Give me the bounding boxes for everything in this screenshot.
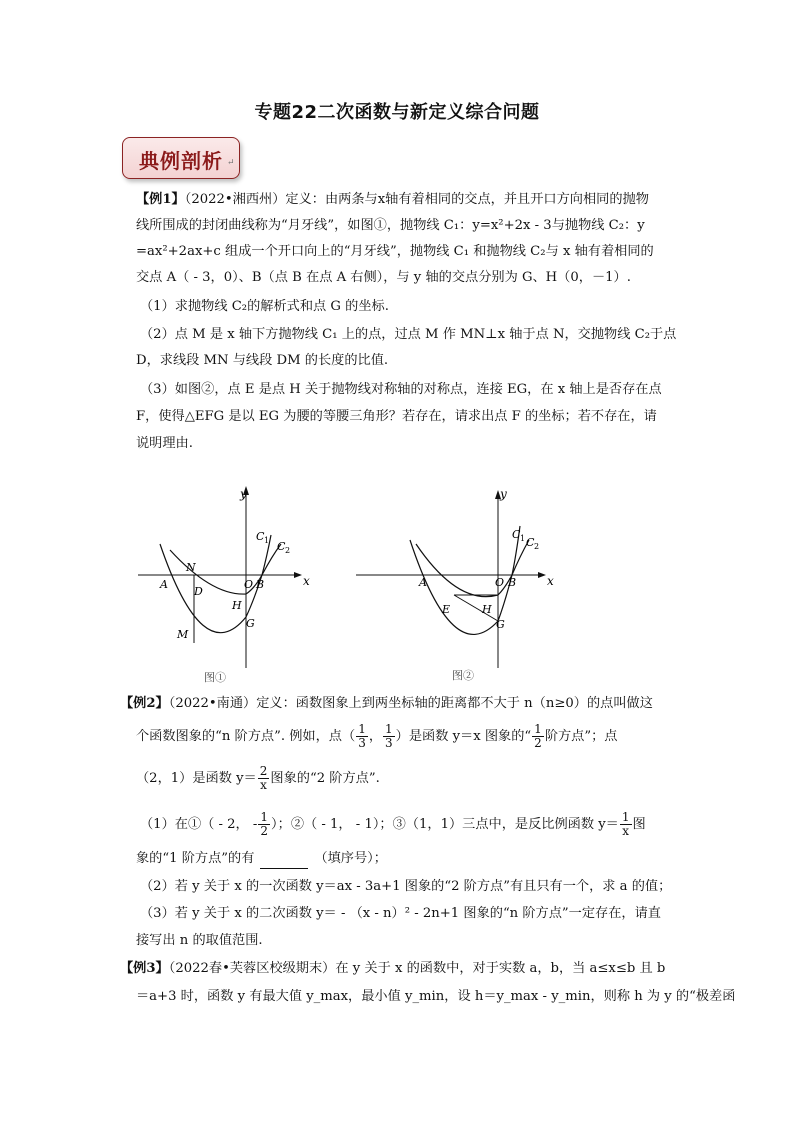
fig1-c2-sub: 2 <box>285 546 291 555</box>
fig1-n-label: N <box>186 561 196 574</box>
ex2-question-1a: （1）在①（ - 2， - $\frac{1}{2}$ ）；②（ - 1， - 1）；③（1，1）三点中，是反比例函数 y＝ $\frac{1}{x}$ 图 <box>140 810 646 838</box>
fig1-o-label: O <box>244 578 254 591</box>
ex1-line-1: 【例1】（2022•湘西州）定义：由两条与x轴有着相同的交点，并且开口方向相同的抛物 <box>136 192 649 207</box>
figure-2 <box>352 482 562 688</box>
fig1-c1-label: C <box>256 530 265 543</box>
ex2-line-1: 【例2】（2022•南通）定义：函数图象上到两坐标轴的距离都不大于 n（n≥0）的点叫做这 <box>120 696 653 711</box>
fig2-y-label: y <box>500 487 507 501</box>
fig2-caption: 图② <box>452 669 474 682</box>
fig2-c1-sub: 1 <box>520 534 526 543</box>
fig1-caption: 图① <box>204 671 226 684</box>
ex2-line-2: 个函数图象的“n 阶方点”. 例如，点（ $\frac{1}{3}$ ， $\frac{1}{3}$ ）是函数 y＝x 图象的“ $\frac{1}{2}$ 阶方点”；点 <box>136 722 618 750</box>
fig2-x-label: x <box>547 574 554 588</box>
answer-blank[interactable] <box>260 854 308 869</box>
ex1-line-4: 交点 A（ - 3，0）、B（点 B 在点 A 右侧），与 y 轴的交点分别为 G、H（0，－1）. <box>136 270 631 285</box>
return-mark: ↵ <box>227 158 235 168</box>
fig2-c2-sub: 2 <box>534 542 540 551</box>
fig1-x-label: x <box>303 574 310 588</box>
fig2-e-label: E <box>442 603 451 616</box>
fig2-c2-label: C <box>526 536 535 549</box>
ex2-question-3a: （3）若 y 关于 x 的二次函数 y＝ - （x - n）² - 2n+1 图象的“n 阶方点”一定存在，请直 <box>140 906 661 921</box>
fig1-g-label: G <box>246 617 255 630</box>
ex1-question-2b: D，求线段 MN 与线段 DM 的长度的比值. <box>136 353 389 368</box>
fig1-c2-label: C <box>277 540 286 553</box>
fig2-o-label: O <box>495 576 505 589</box>
ex2-question-1b: 象的“1 阶方点”的有 （填序号）； <box>136 849 387 869</box>
ex2-question-3b: 接写出 n 的取值范围. <box>136 933 263 948</box>
fig2-c1-label: C <box>512 528 521 541</box>
ex1-question-1: （1）求抛物线 C₂的解析式和点 G 的坐标. <box>140 299 389 314</box>
ex2-question-2: （2）若 y 关于 x 的一次函数 y＝ax - 3a+1 图象的“2 阶方点”有且只有一个，求 a 的值； <box>140 879 672 894</box>
fig2-h-label: H <box>482 603 492 616</box>
figure-1 <box>130 478 320 686</box>
ex1-question-2a: （2）点 M 是 x 轴下方抛物线 C₁ 上的点，过点 M 作 MN⊥x 轴于点 N，交抛物线 C₂于点 <box>140 327 677 342</box>
ex1-question-3a: （3）如图②，点 E 是点 H 关于抛物线对称轴的对称点，连接 EG，在 x 轴上是否存在点 <box>140 382 662 397</box>
section-badge <box>122 137 240 179</box>
page-title: 专题22二次函数与新定义综合问题 <box>254 102 540 123</box>
fig1-b-label: B <box>256 578 265 591</box>
fig1-c1-sub: 1 <box>264 536 270 545</box>
ex3-line-1: 【例3】（2022春•芙蓉区校级期末）在 y 关于 x 的函数中，对于实数 a，b，当 a≤x≤b 且 b <box>120 961 666 976</box>
fig2-a-label: A <box>419 576 427 589</box>
badge-label: 典例剖析 <box>139 149 223 173</box>
fig1-d-label: D <box>194 585 203 598</box>
fig2-b-label: B <box>508 576 517 589</box>
fig1-y-label: y <box>240 487 247 501</box>
ex1-question-3b: F，使得△EFG 是以 EG 为腰的等腰三角形？若存在，请求出点 F 的坐标；若不存在，请 <box>136 409 657 424</box>
ex2-line-3: （2，1）是函数 y＝ $\frac{2}{x}$ 图象的“2 阶方点”. <box>136 764 380 792</box>
ex1-question-3c: 说明理由. <box>136 436 193 451</box>
fig1-h-label: H <box>232 599 242 612</box>
fig1-a-label: A <box>160 578 168 591</box>
fig1-m-label: M <box>177 628 189 641</box>
ex1-line-2: 线所围成的封闭曲线称为“月牙线”，如图①，抛物线 C₁：y=x²+2x - 3与抛物线 C₂：y <box>136 218 645 233</box>
fig2-g-label: G <box>496 618 505 631</box>
ex1-line-3: =ax²+2ax+c 组成一个开口向上的“月牙线”，抛物线 C₁ 和抛物线 C₂与 x 轴有着相同的 <box>136 244 654 259</box>
ex3-line-2: ＝a+3 时，函数 y 有最大值 y_max，最小值 y_min，设 h＝y_max - y_min，则称 h 为 y 的“极差函 <box>136 989 736 1004</box>
